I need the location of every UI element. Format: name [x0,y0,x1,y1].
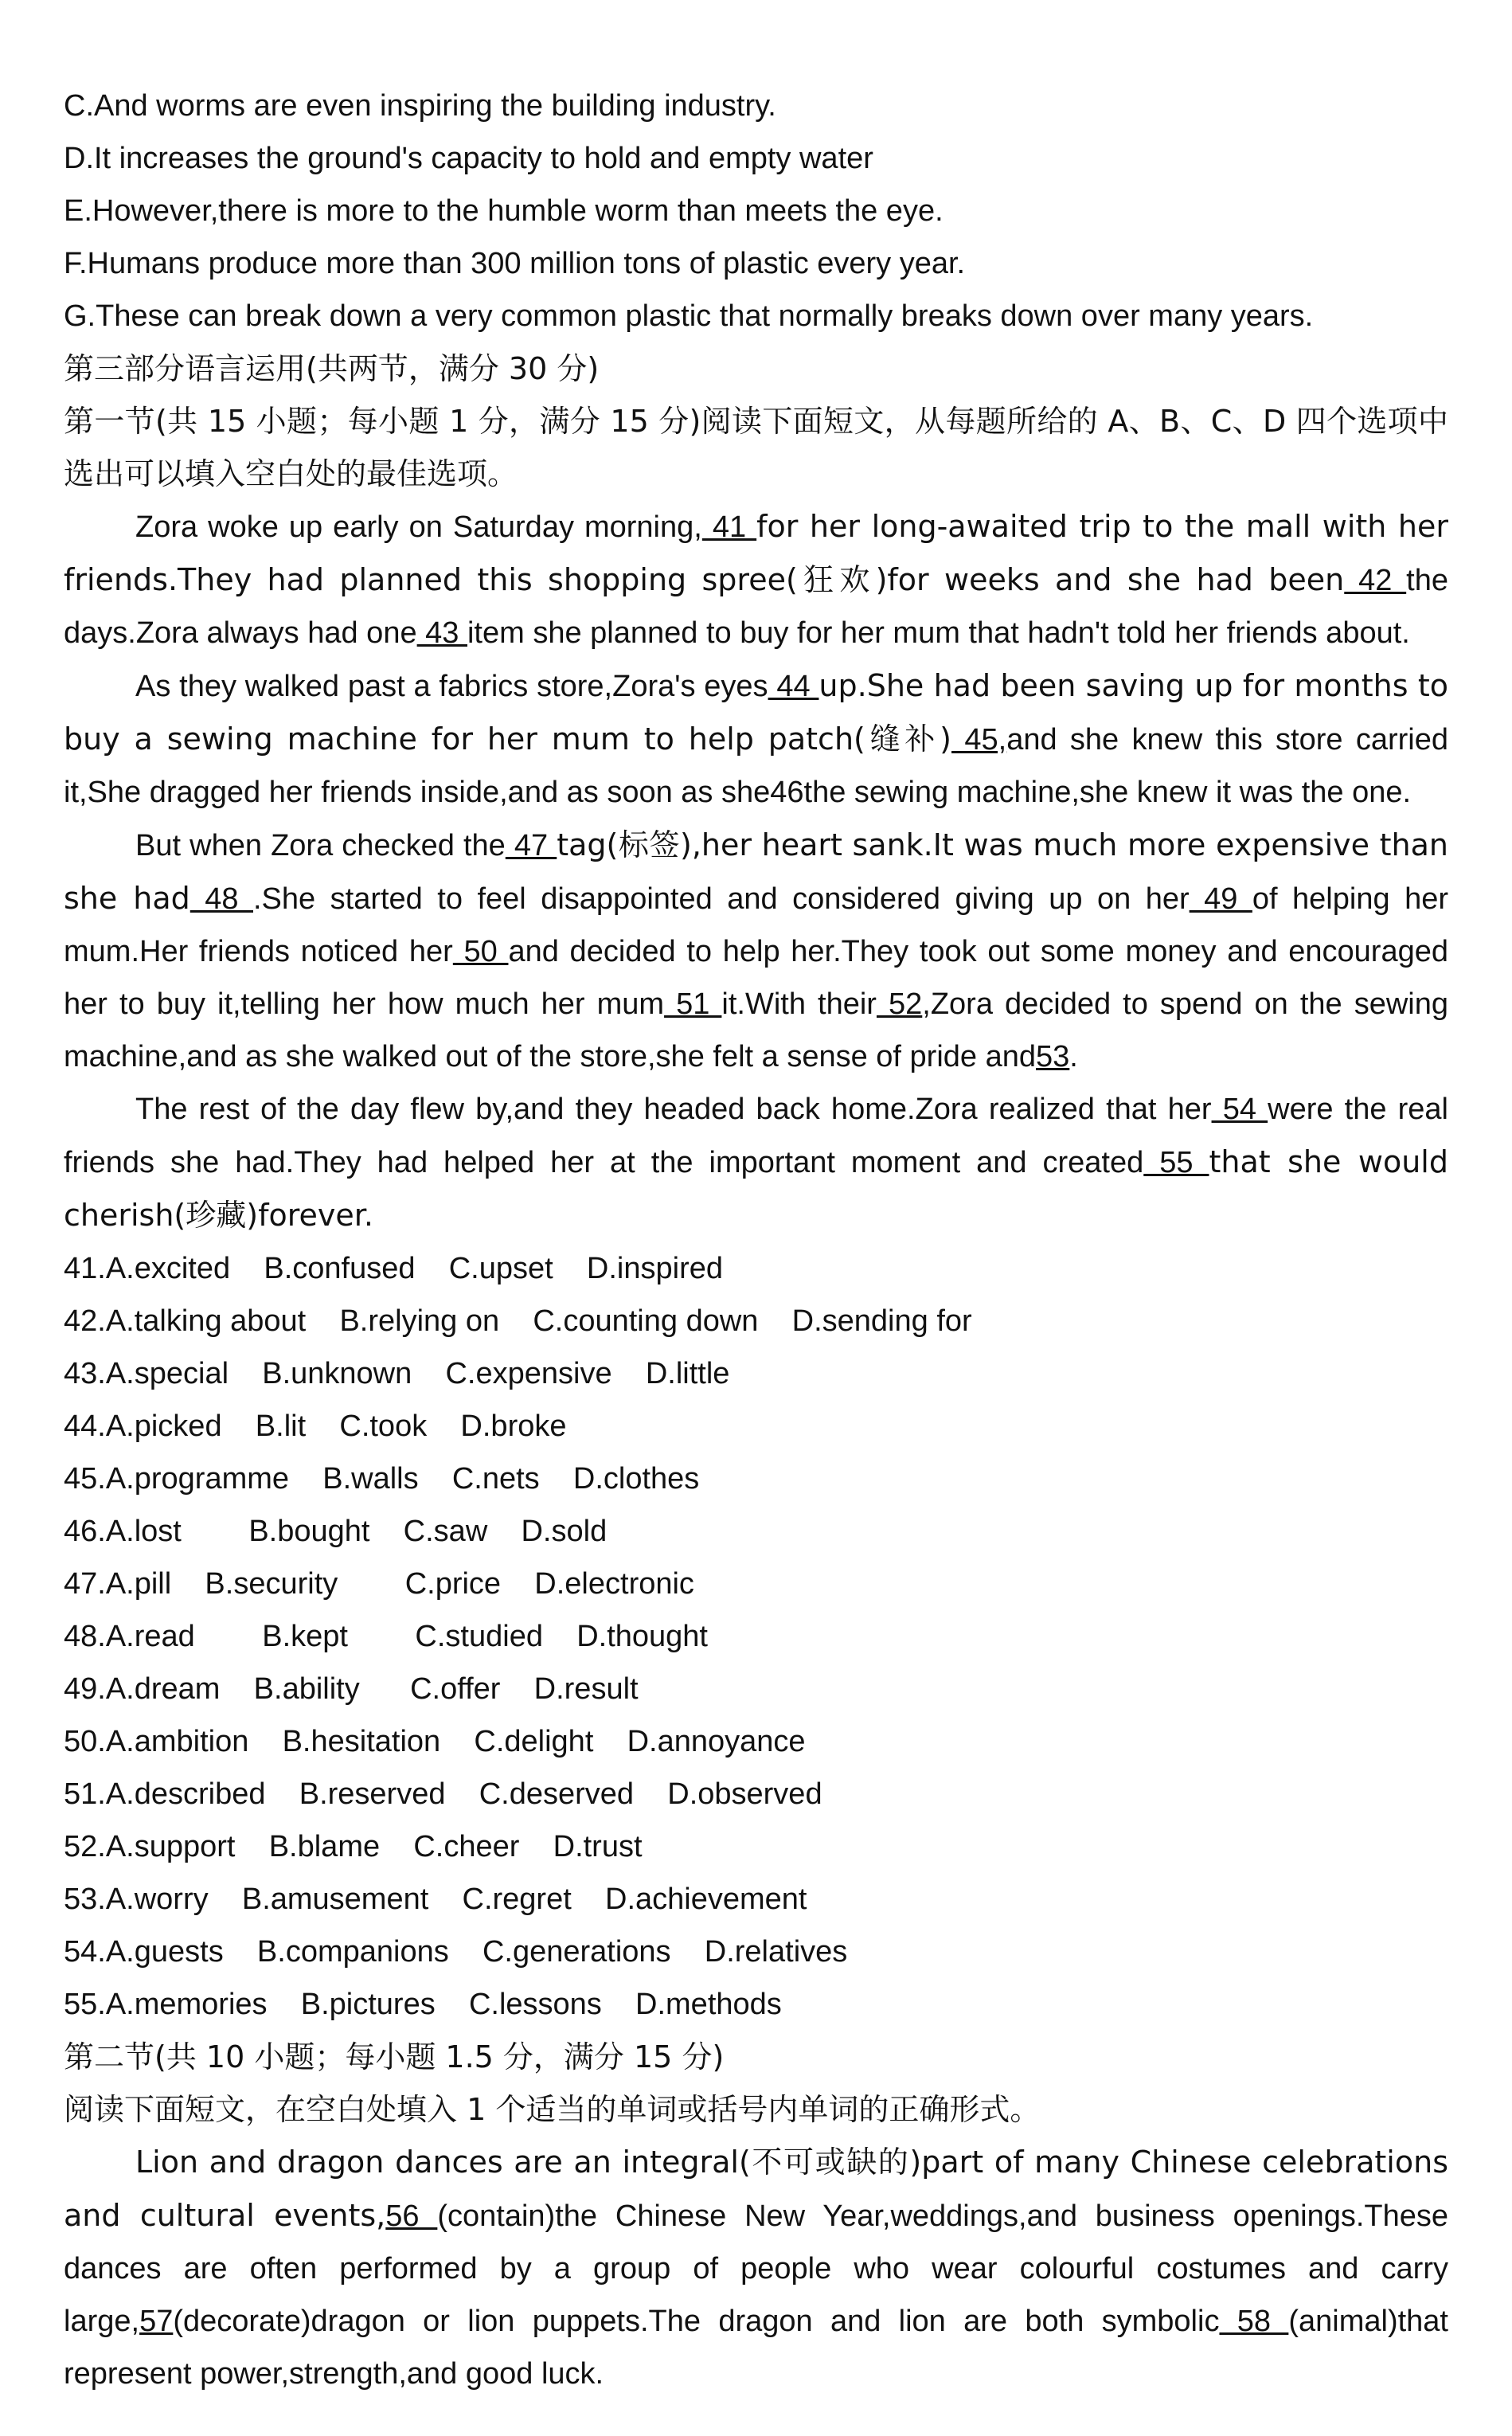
option-g: G.These can break down a very common plastic that normally breaks down over many years. [64,299,1314,333]
blank-44: 44 [768,670,819,703]
choice-46: 46.A.lost B.bought C.saw D.sold [64,1515,608,1548]
passage-zora [64,500,1448,1242]
blank-54: 54 [1211,1093,1268,1126]
text-run: and she knew this store carried it,She dragged her friends inside,and as soon as she46the sewing machine,she knew it was the one. [64,723,1449,809]
blank-49: 49 [1189,882,1252,916]
text-run: The rest of the day flew by,and they headed back home.Zora realized that her [135,1093,1212,1126]
text-run: .She started to feel disappointed and considered giving up on her [253,882,1190,916]
choice-54: 54.A.guests B.companions C.generations D.relatives [64,1935,848,1969]
blank-52: 52 [876,987,923,1021]
text-run: up.She had been saving up for months to buy a sewing machine for her mum to help patch(缝补) [64,668,1448,757]
text-run: But when Zora checked the [135,829,506,862]
text-run: As they walked past a fabrics store,Zora's eyes [135,670,768,703]
passage-lion-dance [64,2136,1448,2400]
text-run: Lion and dragon dances are an integral(不可或缺的)part of many Chinese celebrations and cultural events, [64,2145,1448,2233]
option-e: E.However,there is more to the humble worm than meets the eye. [64,194,944,228]
text-run: Zora woke up early on Saturday morning, [135,510,702,544]
choice-50: 50.A.ambition B.hesitation C.delight D.annoyance [64,1725,806,1758]
text-run: (contain)the Chinese New Year,weddings,and business openings.These dances are often performed by a group of people who wear colourful costumes and carry large, [64,2199,1449,2338]
choice-44: 44.A.picked B.lit C.took D.broke [64,1410,567,1443]
blank-56: 56 [385,2199,438,2233]
choice-51: 51.A.described B.reserved C.deserved D.observed [64,1777,822,1811]
top-option-list [64,80,1448,342]
section2-instruction: 阅读下面短文，在空白处填入 1 个适当的单词或括号内单词的正确形式。 [64,2092,1041,2127]
blank-58: 58 [1219,2305,1289,2338]
option-c: C.And worms are even inspiring the building industry. [64,89,776,123]
blank-42: 42 [1344,564,1407,597]
part3-title: 第三部分语言运用(共两节，满分 30 分) [64,351,600,386]
text-run: item she planned to buy for her mum that hadn't told her friends about. [467,616,1410,650]
text-run: for her long-awaited trip to the mall with her friends.They had planned this shopping spree(狂欢)for weeks and she had been [64,509,1448,597]
text-run: (animal)that represent power,strength,and good luck. [64,2305,1448,2391]
choice-49: 49.A.dream B.ability C.offer D.result [64,1672,639,1706]
blank-51: 51 [664,987,722,1021]
blank-50: 50 [452,935,509,968]
choice-41: 41.A.excited B.confused C.upset D.inspired [64,1252,723,1285]
passage-paragraph-3 [64,819,1448,1083]
text-run: that she would cherish(珍藏)forever. [64,1144,1448,1233]
text-run: it.With their [721,987,877,1021]
option-f: F.Humans produce more than 300 million tons of plastic every year. [64,247,966,280]
text-run: . [1069,1040,1078,1073]
text-run: tag(标签),her heart sank.It was much more expensive than she had [64,827,1448,916]
text-run: and decided to help her.They took out some money and encouraged her to buy it,telling her how much her mum [64,935,1449,1021]
blank-45: 45, [951,723,1007,757]
blank-55: 55 [1143,1146,1209,1179]
blank-53: 53 [1036,1040,1070,1073]
choice-43: 43.A.special B.unknown C.expensive D.little [64,1357,730,1390]
text-run: ,Zora decided to spend on the sewing machine,and as she walked out of the store,she felt a sense of pride and [64,987,1448,1073]
choice-list [64,1242,1448,2031]
option-d: D.It increases the ground's capacity to hold and empty water [64,142,873,175]
choice-47: 47.A.pill B.security C.price D.electronic [64,1567,694,1601]
choice-53: 53.A.worry B.amusement C.regret D.achievement [64,1883,807,1916]
blank-41: 41 [701,510,757,544]
passage-paragraph-4 [64,1083,1448,1242]
blank-57: 57 [139,2305,174,2338]
choice-42: 42.A.talking about B.relying on C.counting down D.sending for [64,1304,972,1338]
blank-43: 43 [416,616,467,650]
blank-48: 48 [189,882,253,916]
text-run: (decorate)dragon or lion puppets.The dragon and lion are both symbolic [173,2305,1220,2338]
choice-55: 55.A.memories B.pictures C.lessons D.methods [64,1988,782,2021]
section2-title: 第二节(共 10 小题；每小题 1.5 分，满分 15 分) [64,2039,725,2074]
section1-instruction: 第一节(共 15 小题；每小题 1 分，满分 15 分)阅读下面短文，从每题所给的 A、B、C、D 四个选项中选出可以填入空白处的最佳选项。 [64,404,1448,491]
text-run: of helping her mum.Her friends noticed her [64,882,1448,968]
choice-52: 52.A.support B.blame C.cheer D.trust [64,1830,643,1863]
blank-47: 47 [505,829,557,862]
choice-45: 45.A.programme B.walls C.nets D.clothes [64,1462,700,1496]
choice-48: 48.A.read B.kept C.studied D.thought [64,1620,708,1653]
text-run: the days.Zora always had one [64,564,1448,650]
passage-paragraph-1 [64,500,1448,659]
passage-paragraph-2 [64,659,1448,819]
text-run: were the real friends she had.They had helped her at the important moment and created [64,1093,1448,1179]
